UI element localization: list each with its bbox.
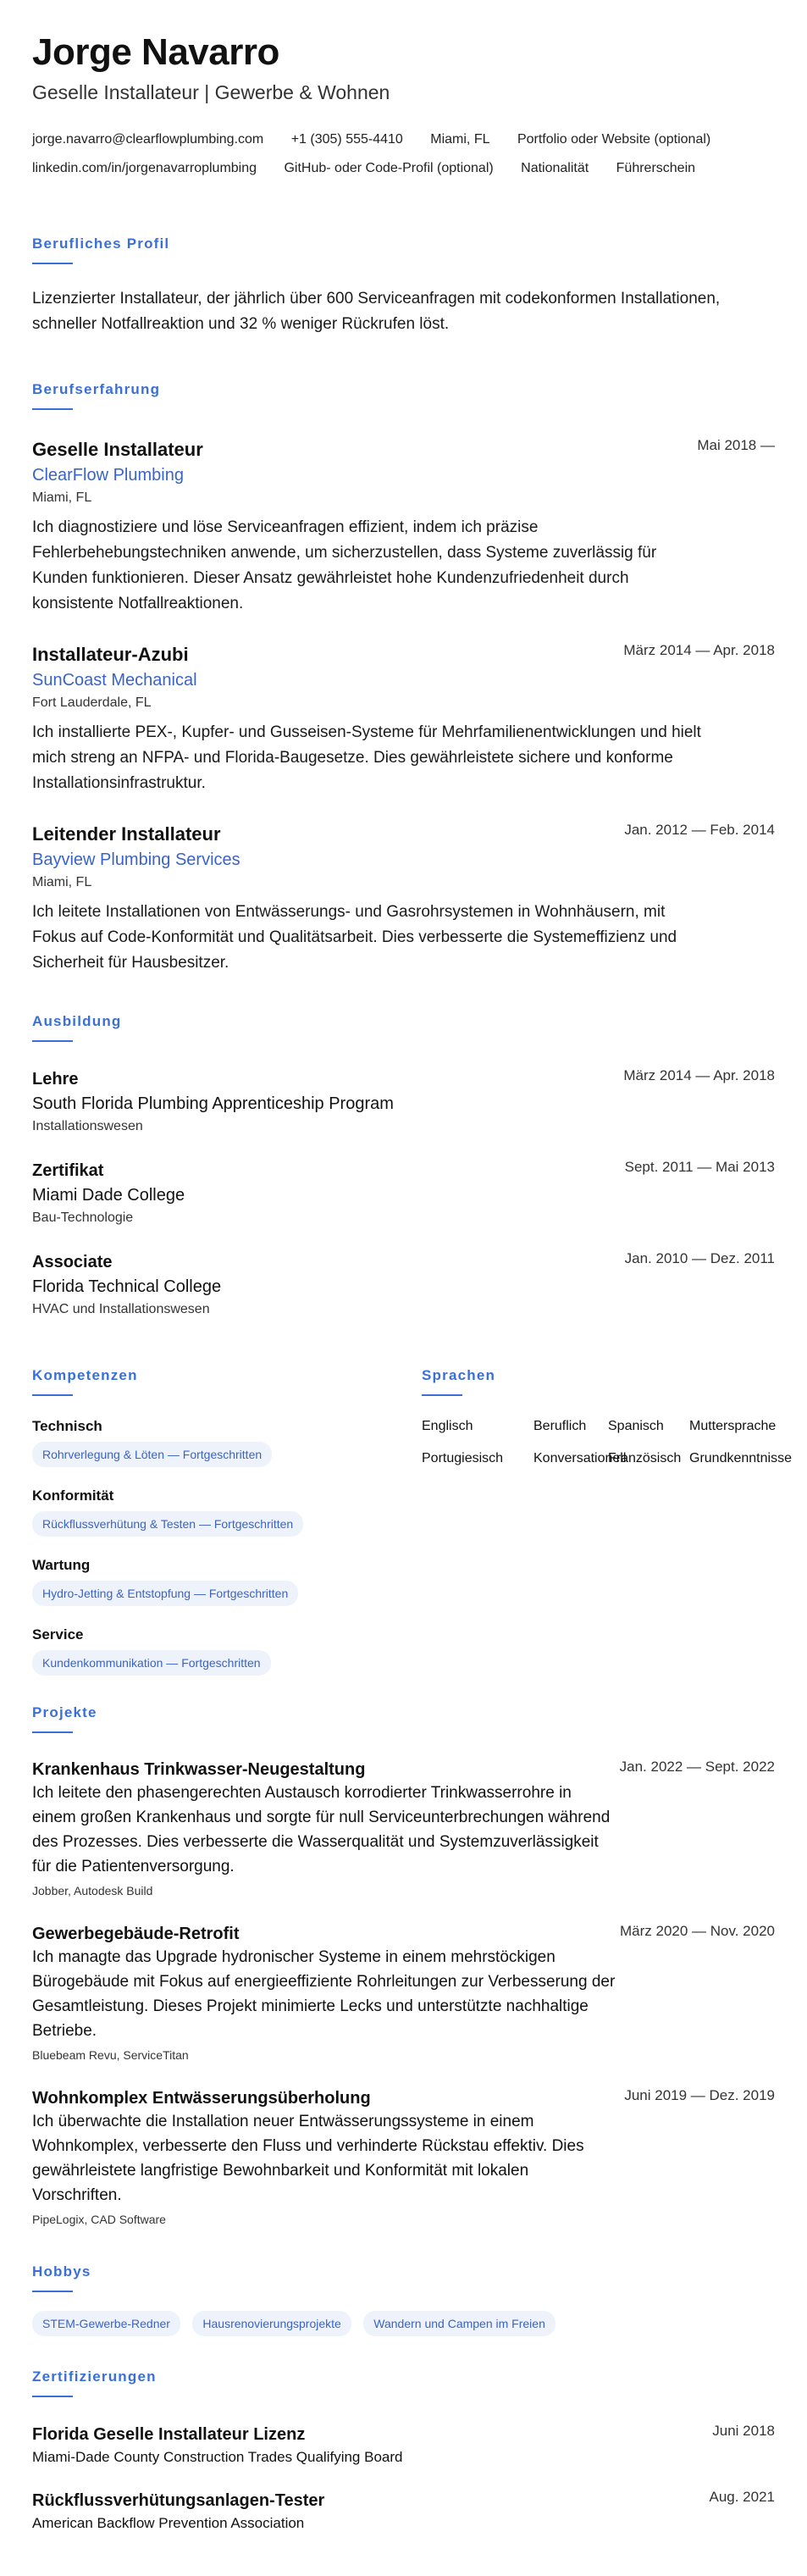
- contact-linkedin[interactable]: linkedin.com/in/jorgenavarroplumbing: [32, 161, 257, 175]
- skills-section: [32, 1342, 422, 1694]
- certifications-section: [32, 2368, 775, 2534]
- certification-date: Aug. 2021: [709, 2489, 775, 2505]
- section-divider: [32, 263, 73, 264]
- education-school: Miami Dade College: [32, 1186, 185, 1205]
- contact-location: Miami, FL: [430, 132, 490, 147]
- skill-chip: Kundenkommunikation — Fortgeschritten: [32, 1650, 271, 1676]
- hobby-chip: Hausrenovierungsprojekte: [192, 2311, 351, 2336]
- projects-section: [32, 1704, 775, 2230]
- project-title: Gewerbegebäude-Retrofit: [32, 1925, 240, 1943]
- experience-section: [32, 381, 775, 976]
- language-name: Englisch: [422, 1419, 473, 1433]
- certification-title: Florida Geselle Installateur Lizenz: [32, 2425, 306, 2444]
- project-entry: [32, 1923, 775, 2065]
- job-company: ClearFlow Plumbing: [32, 466, 184, 485]
- education-date: Jan. 2010 — Dez. 2011: [624, 1250, 775, 1266]
- project-tools: PipeLogix, CAD Software: [32, 2213, 166, 2226]
- education-field: HVAC und Installationswesen: [32, 1302, 210, 1316]
- contact-portfolio[interactable]: Portfolio oder Website (optional): [517, 132, 711, 147]
- skill-category-name: Konformität: [32, 1487, 114, 1504]
- education-field: Bau-Technologie: [32, 1210, 134, 1225]
- project-description: Ich leitete den phasengerechten Austausch korrodierter Trinkwasserrohre in einem großen Krankenhaus und sorgte für null Serviceunterbrechungen während des Prozesses. Dies verbesserte die Wasserqualität und Systemzuverlässigkeit für die Patientenversorgung.: [32, 1784, 611, 1875]
- section-divider: [32, 408, 73, 410]
- hobbies-section: [32, 2263, 775, 2355]
- hobbies-list: [32, 2311, 775, 2355]
- skills-languages-row: [32, 1342, 792, 1694]
- section-divider: [422, 1394, 462, 1396]
- profile-section: [32, 235, 775, 337]
- project-date: Juni 2019 — Dez. 2019: [624, 2087, 775, 2103]
- section-title: Kompetenzen: [32, 1367, 138, 1383]
- project-date: Jan. 2022 — Sept. 2022: [619, 1759, 775, 1775]
- section-title: Zertifizierungen: [32, 2368, 157, 2385]
- section-title: Projekte: [32, 1704, 97, 1720]
- candidate-subtitle: Geselle Installateur | Gewerbe & Wohnen: [32, 81, 390, 103]
- job-title: Installateur-Azubi: [32, 644, 189, 665]
- job-title: Leitender Installateur: [32, 823, 221, 845]
- job-description: Ich installierte PEX-, Kupfer- und Gusseisen-Systeme für Mehrfamilienentwicklungen und hielt mich streng an NFPA- und Florida-Baugesetze. Dies gewährleistete sichere und konforme Installationsinfrastruktur.: [32, 723, 701, 792]
- skill-chip: Rohrverlegung & Löten — Fortgeschritten: [32, 1442, 272, 1467]
- certification-entry: [32, 2489, 775, 2534]
- section-divider: [32, 2291, 73, 2292]
- job-description: Ich diagnostiziere und löse Serviceanfragen effizient, indem ich präzise Fehlerbehebungstechniken anwende, um sicherzustellen, dass Systeme zuverlässig für Kunden funktionieren. Dieser Ansatz gewährleistet hohe Kundenzufriedenheit durch konsistente Notfallreaktionen.: [32, 518, 657, 612]
- candidate-name: Jorge Navarro: [32, 31, 279, 73]
- education-entry: [32, 1067, 775, 1137]
- section-title: Berufserfahrung: [32, 381, 161, 397]
- education-date: März 2014 — Apr. 2018: [623, 1067, 775, 1083]
- job-location: Fort Lauderdale, FL: [32, 695, 152, 710]
- section-title: Sprachen: [422, 1367, 496, 1383]
- skill-category-name: Wartung: [32, 1557, 91, 1573]
- education-degree: Associate: [32, 1253, 113, 1271]
- education-date: Sept. 2011 — Mai 2013: [624, 1159, 775, 1175]
- certification-title: Rückflussverhütungsanlagen-Tester: [32, 2491, 325, 2510]
- certification-issuer: American Backflow Prevention Association: [32, 2515, 305, 2531]
- education-school: Florida Technical College: [32, 1277, 222, 1296]
- skill-category: [32, 1555, 422, 1625]
- education-field: Installationswesen: [32, 1119, 143, 1133]
- job-entry: [32, 642, 775, 796]
- profile-text: Lizenzierter Installateur, der jährlich über 600 Serviceanfragen mit codekonformen Installationen, schneller Notfallreaktion und 32 % weniger Rückrufen löst.: [32, 290, 721, 333]
- skill-chip: Hydro-Jetting & Entstopfung — Fortgeschritten: [32, 1581, 298, 1606]
- hobby-chip: Wandern und Campen im Freien: [363, 2311, 556, 2336]
- education-entry: [32, 1250, 775, 1320]
- education-entry: [32, 1159, 775, 1228]
- section-title: Berufliches Profil: [32, 235, 170, 252]
- section-title: Ausbildung: [32, 1013, 122, 1029]
- project-title: Wohnkomplex Entwässerungsüberholung: [32, 2089, 371, 2108]
- skill-category-name: Technisch: [32, 1418, 102, 1434]
- skill-category: [32, 1416, 422, 1486]
- certification-date: Juni 2018: [712, 2423, 775, 2439]
- language-name: Spanisch: [608, 1419, 664, 1433]
- education-section: [32, 1013, 775, 1320]
- job-location: Miami, FL: [32, 490, 92, 505]
- project-entry: [32, 1759, 775, 1901]
- project-tools: Jobber, Autodesk Build: [32, 1884, 153, 1897]
- project-date: März 2020 — Nov. 2020: [620, 1923, 775, 1939]
- education-degree: Lehre: [32, 1070, 79, 1089]
- job-date: Jan. 2012 — Feb. 2014: [624, 822, 775, 838]
- project-entry: [32, 2087, 775, 2230]
- job-entry: [32, 437, 775, 617]
- section-divider: [32, 1040, 73, 1042]
- contact-info: [32, 125, 775, 183]
- skill-chip: Rückflussverhütung & Testen — Fortgeschritten: [32, 1511, 303, 1537]
- contact-row: [32, 154, 775, 183]
- contact-phone[interactable]: +1 (305) 555-4410: [290, 132, 403, 147]
- language-level: Muttersprache: [689, 1419, 777, 1433]
- certification-entry: [32, 2423, 775, 2468]
- certification-issuer: Miami-Dade County Construction Trades Qualifying Board: [32, 2449, 403, 2465]
- job-title: Geselle Installateur: [32, 439, 203, 460]
- skill-category: [32, 1486, 422, 1555]
- contact-email[interactable]: jorge.navarro@clearflowplumbing.com: [32, 132, 264, 147]
- job-location: Miami, FL: [32, 875, 92, 889]
- resume-header: [32, 30, 775, 183]
- section-divider: [32, 2396, 73, 2397]
- job-date: März 2014 — Apr. 2018: [623, 642, 775, 658]
- project-title: Krankenhaus Trinkwasser-Neugestaltung: [32, 1760, 366, 1779]
- languages-list: [422, 1416, 792, 1469]
- job-company: Bayview Plumbing Services: [32, 850, 240, 869]
- education-degree: Zertifikat: [32, 1161, 104, 1180]
- section-divider: [32, 1731, 73, 1733]
- project-tools: Bluebeam Revu, ServiceTitan: [32, 2048, 189, 2062]
- language-name: Portugiesisch: [422, 1451, 504, 1465]
- job-date: Mai 2018 —: [697, 437, 775, 453]
- languages-section: [422, 1342, 792, 1694]
- language-level: Grundkenntnisse: [689, 1451, 792, 1465]
- skill-category: [32, 1625, 422, 1694]
- language-name: Französisch: [608, 1451, 682, 1465]
- section-title: Hobbys: [32, 2263, 91, 2280]
- project-description: Ich managte das Upgrade hydronischer Systeme in einem mehrstöckigen Bürogebäude mit Fokus auf energieeffiziente Rohrleitungen zur Verbesserung der Gesamtleistung. Dieses Projekt minimierte Lecks und unterstützte nachhaltige Betriebe.: [32, 1948, 616, 2040]
- contact-row: [32, 125, 775, 154]
- education-school: South Florida Plumbing Apprenticeship Program: [32, 1094, 394, 1113]
- contact-github[interactable]: GitHub- oder Code-Profil (optional): [284, 161, 494, 175]
- job-description: Ich leitete Installationen von Entwässerungs- und Gasrohrsystemen in Wohnhäusern, mit Fokus auf Code-Konformität und Qualitätsarbeit. Dies verbesserte die Systemeffizienz und Sicherheit für Hausbesitzer.: [32, 903, 677, 972]
- skill-category-name: Service: [32, 1626, 84, 1643]
- job-company: SunCoast Mechanical: [32, 671, 197, 690]
- job-entry: [32, 822, 775, 976]
- contact-license: Führerschein: [616, 161, 696, 175]
- contact-nationality: Nationalität: [521, 161, 589, 175]
- project-description: Ich überwachte die Installation neuer Entwässerungssysteme in einem Wohnkomplex, verbesserte den Fluss und verhinderte Rückstau effektiv. Dies gewährleistete langfristige Bewohnbarkeit und Konformität mit lokalen Vorschriften.: [32, 2113, 584, 2204]
- section-divider: [32, 1394, 73, 1396]
- language-level: Konversationell: [533, 1451, 627, 1465]
- hobby-chip: STEM-Gewerbe-Redner: [32, 2311, 180, 2336]
- language-level: Beruflich: [533, 1419, 587, 1433]
